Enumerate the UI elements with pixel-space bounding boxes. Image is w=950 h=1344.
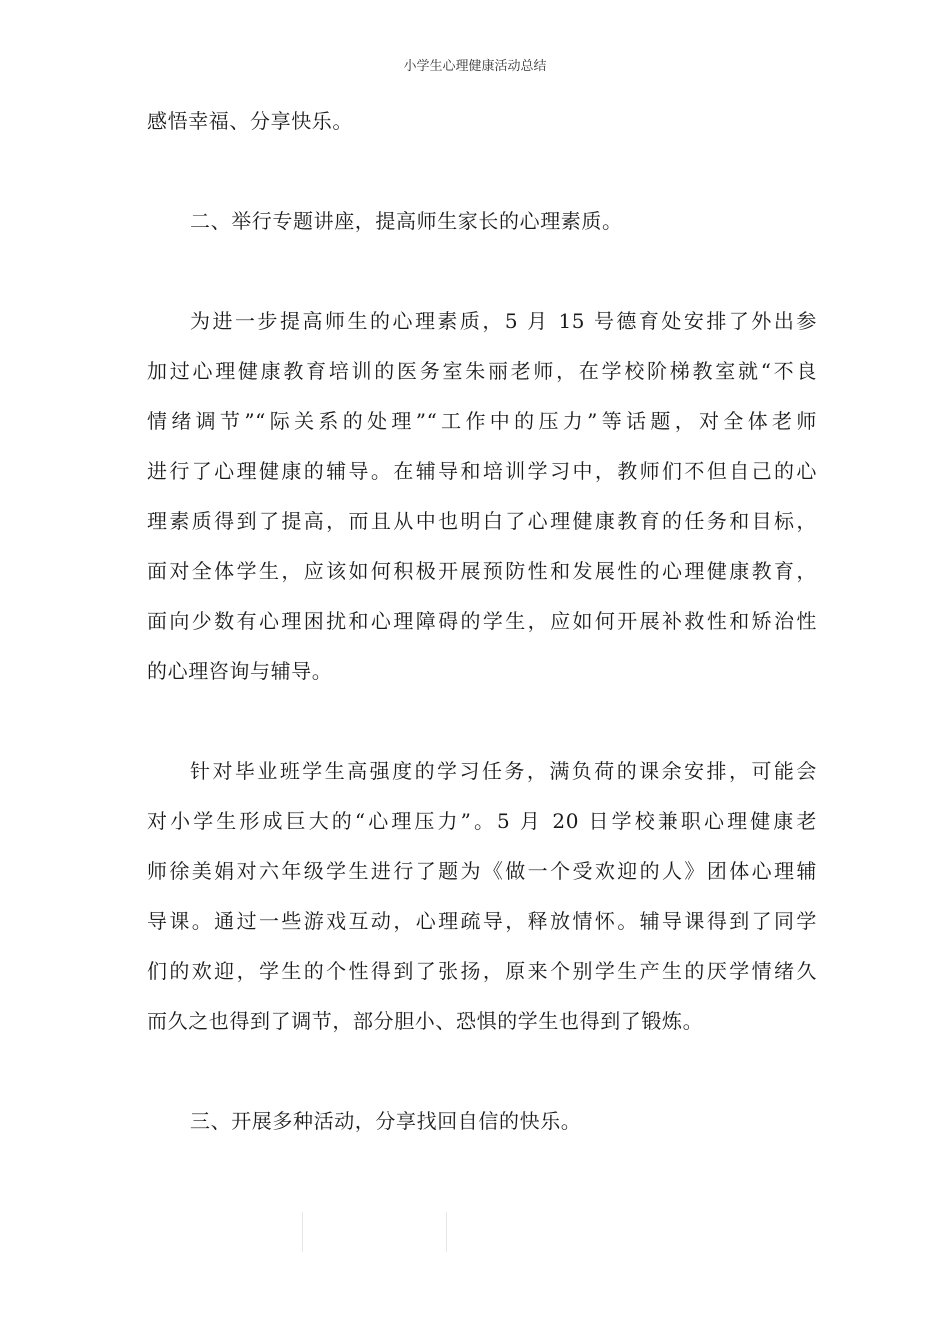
section-heading-2: 二、举行专题讲座，提高师生家长的心理素质。 <box>190 209 623 233</box>
paragraph-line: 而久之也得到了调节，部分胆小、恐惧的学生也得到了锻炼。 <box>147 1009 704 1033</box>
paragraph-line: 们的欢迎，学生的个性得到了张扬，原来个别学生产生的厌学情绪久 <box>147 959 817 983</box>
paragraph-line: 面向少数有心理困扰和心理障碍的学生，应如何开展补救性和矫治性 <box>147 609 817 633</box>
paragraph-line: 对小学生形成巨大的“心理压力”。5 月 20 日学校兼职心理健康老 <box>147 809 817 833</box>
footer-divider-right <box>446 1212 447 1252</box>
section-heading-3: 三、开展多种活动，分享找回自信的快乐。 <box>190 1109 582 1133</box>
paragraph-line: 的心理咨询与辅导。 <box>147 659 333 683</box>
paragraph-line: 师徐美娟对六年级学生进行了题为《做一个受欢迎的人》团体心理辅 <box>147 859 817 883</box>
footer-divider-left <box>302 1212 303 1252</box>
running-header-title: 小学生心理健康活动总结 <box>403 59 547 74</box>
paragraph-line: 情绪调节”“际关系的处理”“工作中的压力”等话题，对全体老师 <box>147 409 817 433</box>
paragraph-line: 针对毕业班学生高强度的学习任务，满负荷的课余安排，可能会 <box>190 759 817 783</box>
paragraph-line: 面对全体学生，应该如何积极开展预防性和发展性的心理健康教育， <box>147 559 817 583</box>
paragraph-line: 感悟幸福、分享快乐。 <box>147 109 353 133</box>
paragraph-line: 导课。通过一些游戏互动，心理疏导，释放情怀。辅导课得到了同学 <box>147 909 817 933</box>
paragraph-line: 进行了心理健康的辅导。在辅导和培训学习中，教师们不但自己的心 <box>147 459 817 483</box>
paragraph-line: 加过心理健康教育培训的医务室朱丽老师，在学校阶梯教室就“不良 <box>147 359 817 383</box>
paragraph-line: 为进一步提高师生的心理素质，5 月 15 号德育处安排了外出参 <box>190 309 817 333</box>
paragraph-line: 理素质得到了提高，而且从中也明白了心理健康教育的任务和目标， <box>147 509 817 533</box>
